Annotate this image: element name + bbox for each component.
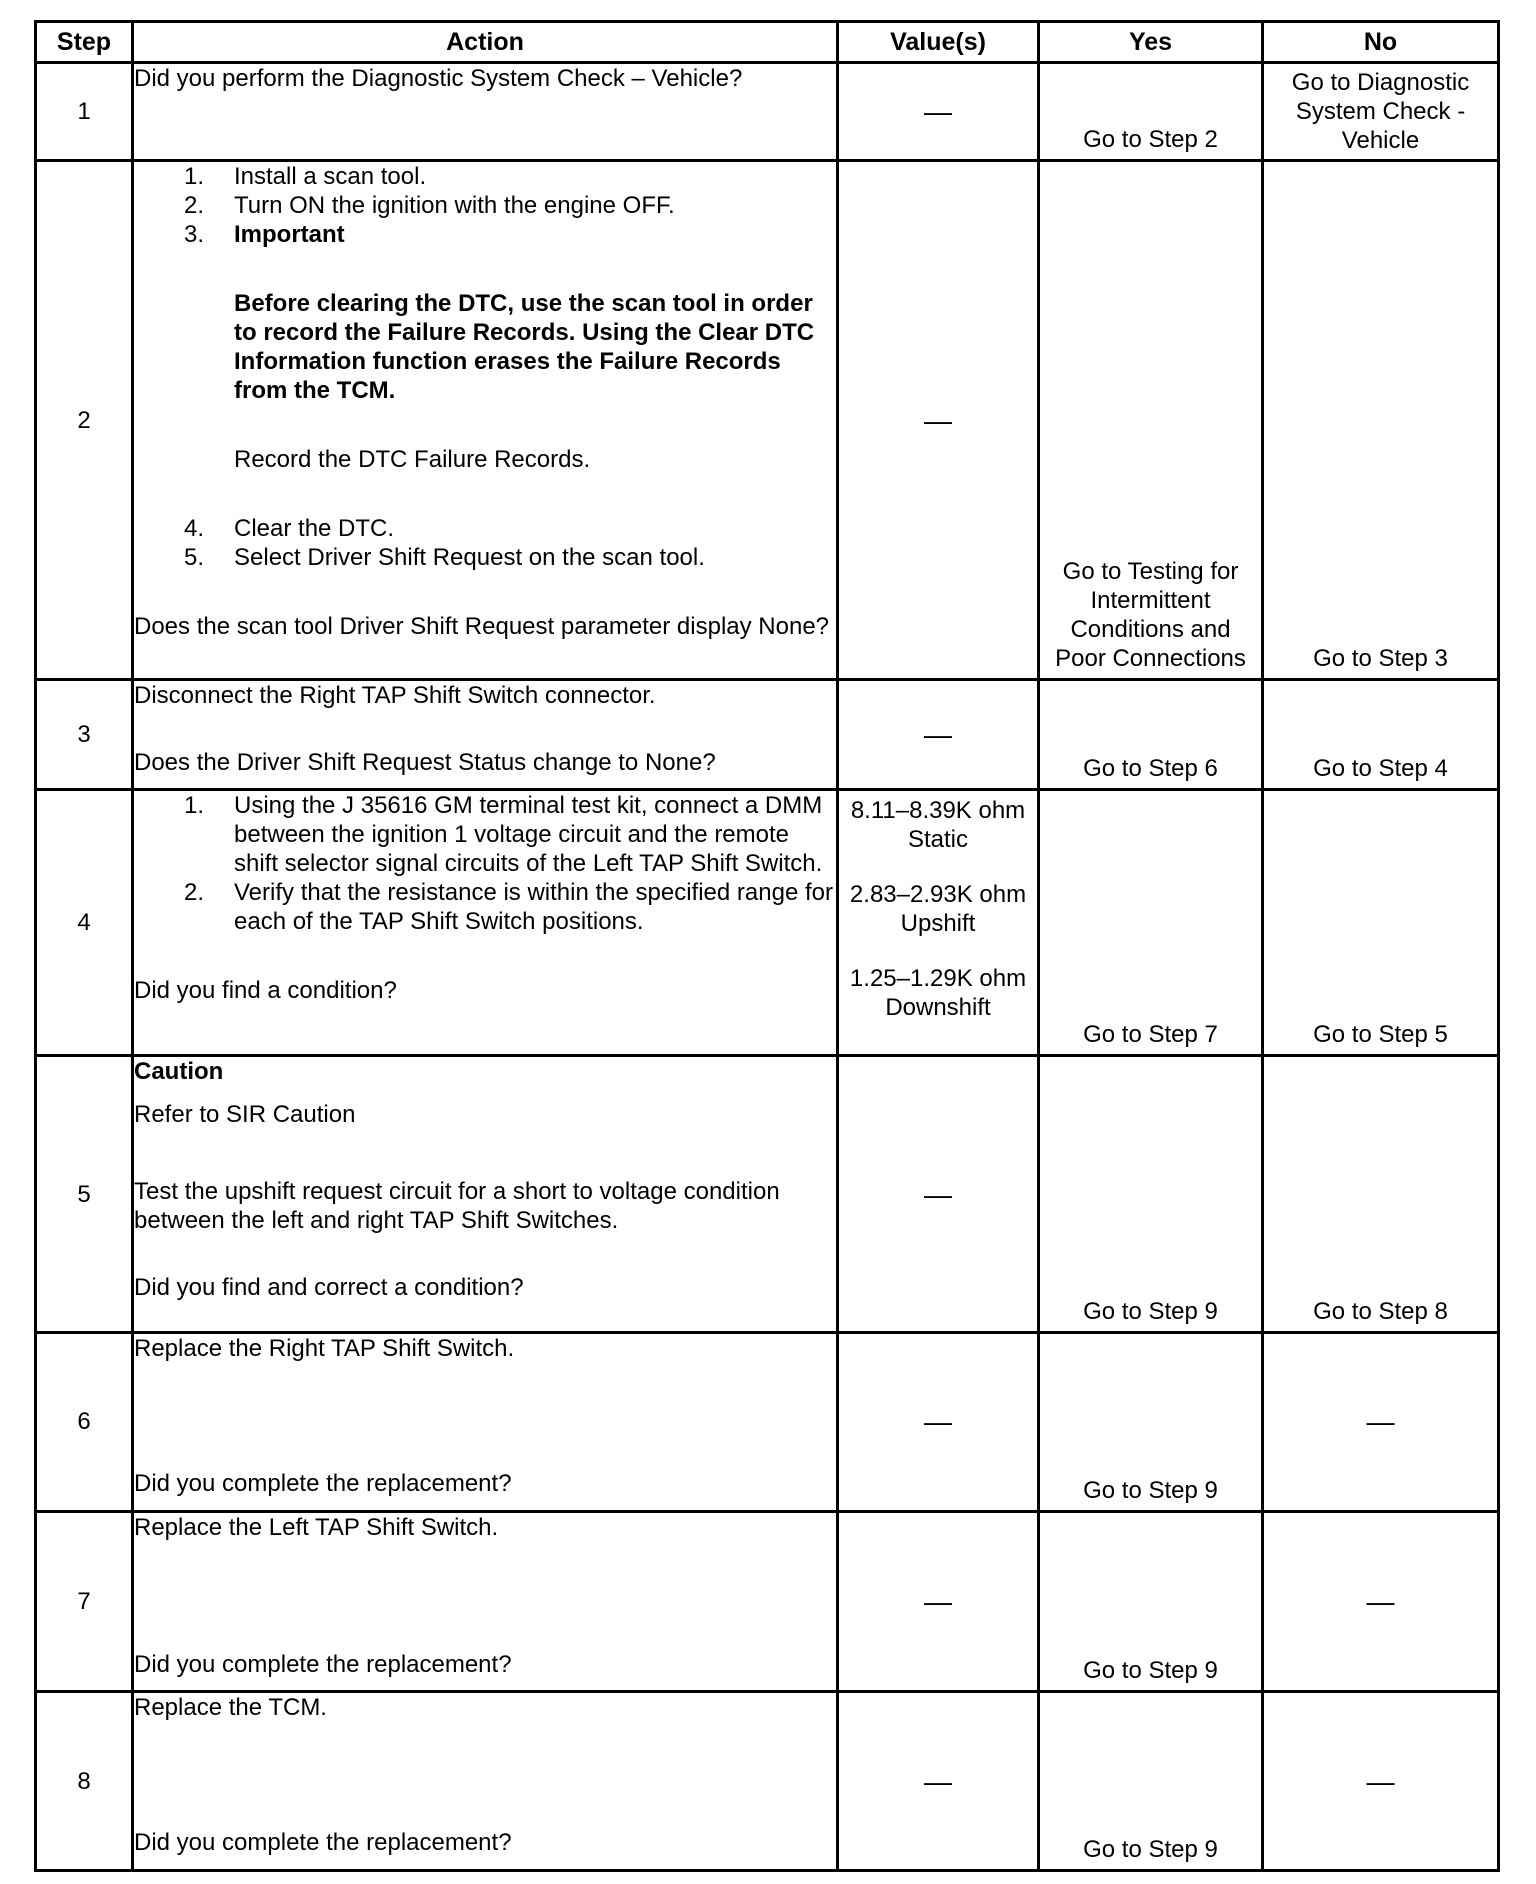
action-cell — [133, 63, 838, 161]
list-item — [134, 162, 836, 191]
instruction-list — [134, 791, 836, 936]
record-text: Record the DTC Failure Records. — [234, 446, 591, 474]
important-label: Important — [234, 221, 345, 249]
value-cell — [838, 790, 1039, 1056]
table-row — [36, 1333, 1499, 1512]
no-cell: Go to Step 4 — [1263, 680, 1499, 790]
value-label: Downshift — [885, 994, 991, 1022]
instruction-text: Replace the Right TAP Shift Switch. — [134, 1335, 515, 1363]
table-row — [36, 161, 1499, 680]
table-row — [36, 1692, 1499, 1871]
question-text: Did you complete the replacement? — [134, 1829, 512, 1857]
action-cell — [133, 1511, 838, 1692]
action-cell — [133, 1056, 838, 1333]
item-text: Select Driver Shift Request on the scan tool. — [234, 544, 705, 572]
value-cell: — — [838, 1056, 1039, 1333]
header-yes: Yes — [1039, 22, 1263, 63]
list-item — [134, 791, 836, 878]
question-text: Does the Driver Shift Request Status change to None? — [134, 749, 716, 777]
yes-cell: Go to Step 7 — [1039, 790, 1263, 1056]
item-number: 2. — [183, 879, 204, 907]
list-item — [134, 191, 836, 220]
diagnostic-table — [34, 20, 1500, 1872]
list-item — [134, 514, 836, 543]
value-range: 1.25–1.29K ohm — [849, 965, 1027, 993]
no-cell: Go to Step 5 — [1263, 790, 1499, 1056]
no-cell: Go to Step 3 — [1263, 161, 1499, 680]
no-cell: — — [1263, 1692, 1499, 1871]
item-text: Install a scan tool. — [234, 163, 427, 191]
instruction-text: Replace the Left TAP Shift Switch. — [134, 1513, 499, 1541]
instruction-list — [134, 514, 836, 572]
header-action: Action — [133, 22, 838, 63]
step-number: 7 — [36, 1511, 133, 1692]
item-number: 2. — [183, 192, 204, 220]
item-text: Clear the DTC. — [234, 515, 395, 543]
action-cell — [133, 1692, 838, 1871]
yes-cell: Go to Step 9 — [1039, 1333, 1263, 1512]
question-text: Did you complete the replacement? — [134, 1470, 512, 1498]
value-cell: — — [838, 1511, 1039, 1692]
caution-text: Refer to SIR Caution — [134, 1101, 356, 1129]
step-number: 1 — [36, 63, 133, 161]
question-text: Does the scan tool Driver Shift Request parameter display None? — [134, 613, 830, 641]
no-cell: — — [1263, 1511, 1499, 1692]
table-row — [36, 1056, 1499, 1333]
caution-title: Caution — [134, 1058, 224, 1086]
value-range: 8.11–8.39K ohm — [850, 797, 1026, 825]
item-number: 5. — [183, 544, 204, 572]
step-number: 8 — [36, 1692, 133, 1871]
important-note: Before clearing the DTC, use the scan tool in order to record the Failure Records. Using the Clear DTC Information function erases the Failure Records from the TCM. — [234, 290, 815, 405]
value-cell: — — [838, 1333, 1039, 1512]
yes-cell: Go to Step 9 — [1039, 1692, 1263, 1871]
instruction-text: Test the upshift request circuit for a short to voltage condition between the left and right TAP Shift Switches. — [134, 1178, 780, 1235]
no-cell: — — [1263, 1333, 1499, 1512]
value-cell: — — [838, 680, 1039, 790]
list-item — [134, 220, 836, 249]
header-values: Value(s) — [838, 22, 1039, 63]
question-text: Did you find and correct a condition? — [134, 1274, 524, 1302]
value-cell: — — [838, 161, 1039, 680]
table-row — [36, 790, 1499, 1056]
action-cell — [133, 790, 838, 1056]
action-cell — [133, 680, 838, 790]
step-number: 2 — [36, 161, 133, 680]
value-cell: — — [838, 1692, 1039, 1871]
table-row — [36, 1511, 1499, 1692]
item-number: 4. — [183, 515, 204, 543]
value-label: Upshift — [900, 910, 976, 938]
yes-cell: Go to Step 9 — [1039, 1511, 1263, 1692]
item-text: Using the J 35616 GM terminal test kit, connect a DMM between the ignition 1 voltage circuit and the remote shift selector signal circuits of the Left TAP Shift Switch. — [234, 792, 823, 878]
instruction-text: Disconnect the Right TAP Shift Switch connector. — [134, 682, 656, 710]
list-item — [134, 878, 836, 936]
table-row — [36, 680, 1499, 790]
value-cell: — — [838, 63, 1039, 161]
instruction-list — [134, 162, 836, 249]
list-item — [134, 543, 836, 572]
value-range: 2.83–2.93K ohm — [849, 881, 1027, 909]
yes-cell: Go to Step 2 — [1039, 63, 1263, 161]
step-number: 5 — [36, 1056, 133, 1333]
item-number: 1. — [183, 163, 204, 191]
step-number: 4 — [36, 790, 133, 1056]
question-text: Did you perform the Diagnostic System Check – Vehicle? — [134, 65, 743, 92]
action-cell — [133, 161, 838, 680]
yes-cell: Go to Step 6 — [1039, 680, 1263, 790]
table-row — [36, 63, 1499, 161]
item-text: Verify that the resistance is within the specified range for each of the TAP Shift Switch positions. — [234, 879, 833, 936]
step-number: 6 — [36, 1333, 133, 1512]
yes-cell: Go to Step 9 — [1039, 1056, 1263, 1333]
item-text: Turn ON the ignition with the engine OFF. — [234, 192, 675, 220]
step-number: 3 — [36, 680, 133, 790]
no-cell: Go to Diagnostic System Check - Vehicle — [1263, 63, 1499, 161]
header-no: No — [1263, 22, 1499, 63]
yes-cell: Go to Testing for Intermittent Conditions and Poor Connections — [1039, 161, 1263, 680]
header-step: Step — [36, 22, 133, 63]
question-text: Did you find a condition? — [134, 977, 397, 1005]
value-label: Static — [907, 826, 969, 854]
item-number: 3. — [183, 221, 204, 249]
question-text: Did you complete the replacement? — [134, 1650, 512, 1678]
no-cell: Go to Step 8 — [1263, 1056, 1499, 1333]
item-number: 1. — [183, 792, 204, 820]
action-cell — [133, 1333, 838, 1512]
instruction-text: Replace the TCM. — [134, 1694, 327, 1722]
header-row — [36, 22, 1499, 63]
